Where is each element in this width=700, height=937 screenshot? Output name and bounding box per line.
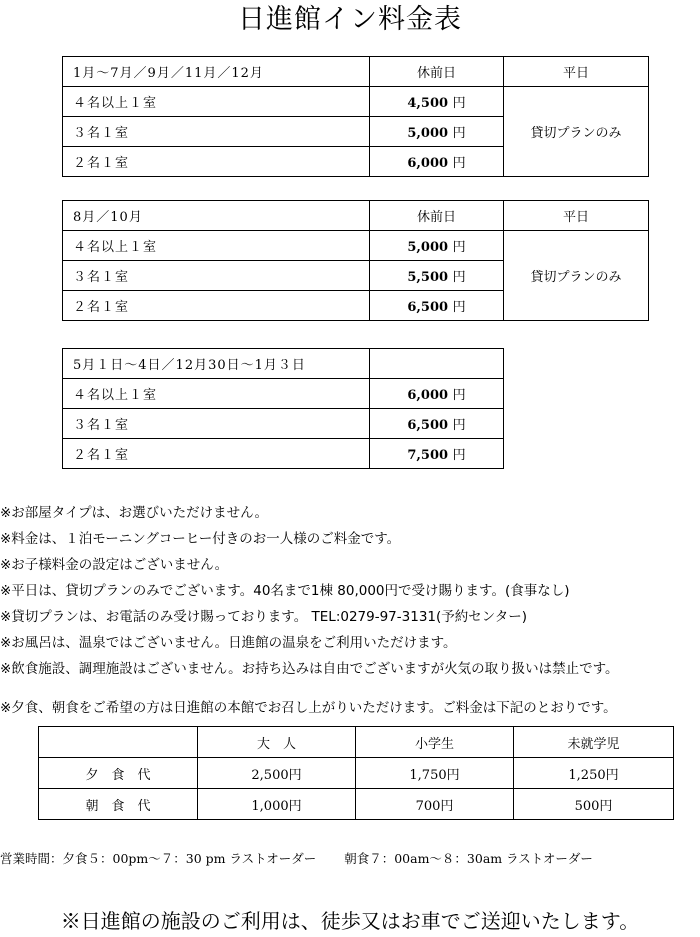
note-line: ※お部屋タイプは、お選びいただけません。: [0, 505, 268, 521]
room-type: ４名以上１室: [63, 87, 370, 117]
weekday-header: 平日: [504, 57, 649, 87]
breakfast-label: 朝 食 代: [39, 789, 198, 820]
table-row: [63, 87, 649, 117]
price-cell: [370, 87, 504, 117]
table-row: [63, 231, 649, 261]
note-line: ※料金は、１泊モーニングコーヒー付きのお一人様のご料金です。: [0, 531, 401, 547]
room-type: ２名１室: [63, 291, 370, 321]
note-line: ※飲食施設、調理施設はございません。お持ち込みは自由でございますが火気の取り扱いは禁止です。: [0, 661, 619, 677]
price-value: 6,000: [407, 156, 449, 171]
holiday-eve-header: 休前日: [370, 201, 504, 231]
price-unit: 円: [452, 418, 466, 433]
price-value: 6,500: [407, 300, 449, 315]
price-value: 4,500: [407, 96, 449, 111]
period-label: 5月１日～4日／12月30日～1月３日: [63, 349, 370, 379]
price-cell: [370, 291, 504, 321]
price-value: 5,000: [407, 126, 449, 141]
dinner-label: 夕 食 代: [39, 758, 198, 789]
price-cell: [370, 439, 504, 469]
price-cell: 1,250円: [514, 758, 674, 789]
price-value: 5,000: [407, 240, 449, 255]
price-cell: 500円: [514, 789, 674, 820]
period-label: 8月／10月: [63, 201, 370, 231]
note-line: ※平日は、貸切プランのみでございます。40名まで1棟 80,000円で受け賜ります。(食事なし): [0, 583, 570, 599]
table-row: [39, 789, 674, 820]
room-type: ４名以上１室: [63, 231, 370, 261]
weekday-plan-note: 貸切プランのみ: [504, 231, 649, 321]
price-cell: [370, 261, 504, 291]
price-value: 7,500: [407, 448, 449, 463]
holiday-eve-header: 休前日: [370, 57, 504, 87]
empty-header: [39, 727, 198, 758]
period-label: 1月～7月／9月／11月／12月: [63, 57, 370, 87]
adult-header: 大 人: [198, 727, 356, 758]
price-value: 5,500: [407, 270, 449, 285]
page-title: 日進館イン料金表: [238, 4, 462, 35]
table-header-row: [39, 727, 674, 758]
table-row: [39, 758, 674, 789]
room-type: ３名１室: [63, 117, 370, 147]
price-value: 6,000: [407, 388, 449, 403]
rate-table-3: [62, 348, 504, 469]
table-row: [63, 379, 504, 409]
price-value: 6,500: [407, 418, 449, 433]
price-unit: 円: [452, 448, 466, 463]
price-cell: 1,000円: [198, 789, 356, 820]
weekday-plan-note: 貸切プランのみ: [504, 87, 649, 177]
price-unit: 円: [452, 300, 466, 315]
elementary-header: 小学生: [356, 727, 514, 758]
price-unit: 円: [452, 156, 466, 171]
breakfast-hours: 朝食７：00am～８：30am ラストオーダー: [344, 851, 593, 866]
empty-header: [370, 349, 504, 379]
note-line: ※貸切プランは、お電話のみ受け賜っております。 TEL:0279-97-3131(予約センター): [0, 609, 527, 625]
price-cell: 700円: [356, 789, 514, 820]
business-hours: [0, 848, 700, 870]
price-cell: [370, 409, 504, 439]
rate-table-1: [62, 56, 649, 177]
footer-note: ※日進館の施設のご利用は、徒歩又はお車でご送迎いたします。: [60, 909, 640, 933]
price-cell: [370, 147, 504, 177]
price-unit: 円: [452, 126, 466, 141]
meal-note: ※夕食、朝食をご希望の方は日進館の本館でお召し上がりいただけます。ご料金は下記のとおりです。: [0, 700, 617, 716]
table-row: [63, 409, 504, 439]
note-line: ※お子様料金の設定はございません。: [0, 557, 229, 573]
preschool-header: 未就学児: [514, 727, 674, 758]
price-cell: [370, 117, 504, 147]
room-type: ２名１室: [63, 439, 370, 469]
price-unit: 円: [452, 388, 466, 403]
room-type: ４名以上１室: [63, 379, 370, 409]
rate-table-2: [62, 200, 649, 321]
weekday-header: 平日: [504, 201, 649, 231]
price-cell: [370, 379, 504, 409]
table-row: [63, 439, 504, 469]
price-cell: 2,500円: [198, 758, 356, 789]
note-line: ※お風呂は、温泉ではございません。日進館の温泉をご利用いただけます。: [0, 635, 457, 651]
price-cell: 1,750円: [356, 758, 514, 789]
dinner-hours: 営業時間：夕食５：00pm～７：30 pm ラストオーダー: [0, 851, 317, 866]
price-cell: [370, 231, 504, 261]
price-unit: 円: [452, 270, 466, 285]
room-type: ３名１室: [63, 409, 370, 439]
meal-price-table: [38, 726, 674, 820]
notes-section: [0, 500, 700, 721]
price-unit: 円: [452, 96, 466, 111]
price-unit: 円: [452, 240, 466, 255]
room-type: ３名１室: [63, 261, 370, 291]
room-type: ２名１室: [63, 147, 370, 177]
